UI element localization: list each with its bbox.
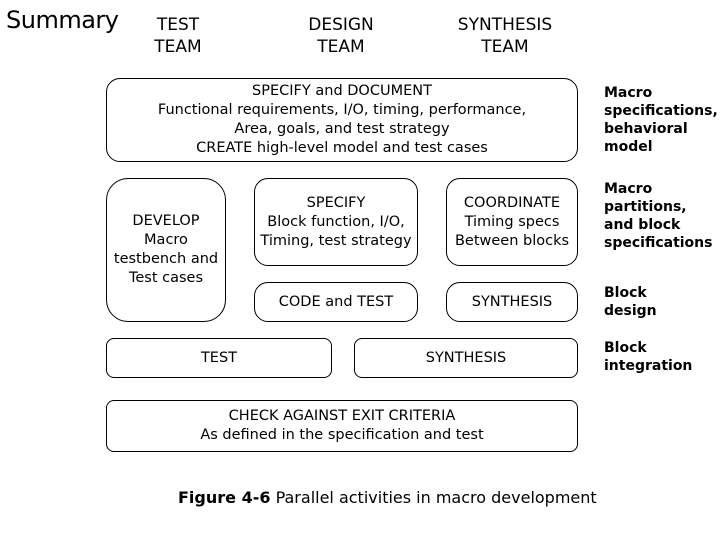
figure-caption-text: Parallel activities in macro development	[270, 488, 597, 507]
side-label-block-design: Block design	[604, 285, 657, 319]
page-title: Summary	[6, 6, 119, 34]
specify-block-box: SPECIFY Block function, I/O, Timing, test strategy	[254, 178, 418, 266]
integration-test-box: TEST	[106, 338, 332, 378]
synthesis-team-header: SYNTHESIS TEAM	[457, 15, 553, 57]
check-exit-criteria-box: CHECK AGAINST EXIT CRITERIA As defined in the specification and test	[106, 400, 578, 452]
side-label-block-integration: Block integration	[604, 340, 693, 374]
specify-document-box: SPECIFY and DOCUMENT Functional requirements, I/O, timing, performance, Area, goals, and test strategy CREATE high-level model and test cases	[106, 78, 578, 162]
figure-caption	[178, 488, 597, 507]
side-label-macro-spec: Macro specifications, behavioral model	[604, 85, 718, 155]
figure-caption-label: Figure 4-6	[178, 488, 271, 507]
side-label-macro-partitions: Macro partitions, and block specifications	[604, 181, 713, 251]
develop-testbench-box: DEVELOP Macro testbench and Test cases	[106, 178, 226, 322]
integration-synthesis-box: SYNTHESIS	[354, 338, 578, 378]
design-team-header: DESIGN TEAM	[308, 15, 374, 57]
coordinate-box: COORDINATE Timing specs Between blocks	[446, 178, 578, 266]
block-synthesis-box: SYNTHESIS	[446, 282, 578, 322]
code-test-box: CODE and TEST	[254, 282, 418, 322]
test-team-header: TEST TEAM	[154, 15, 202, 57]
